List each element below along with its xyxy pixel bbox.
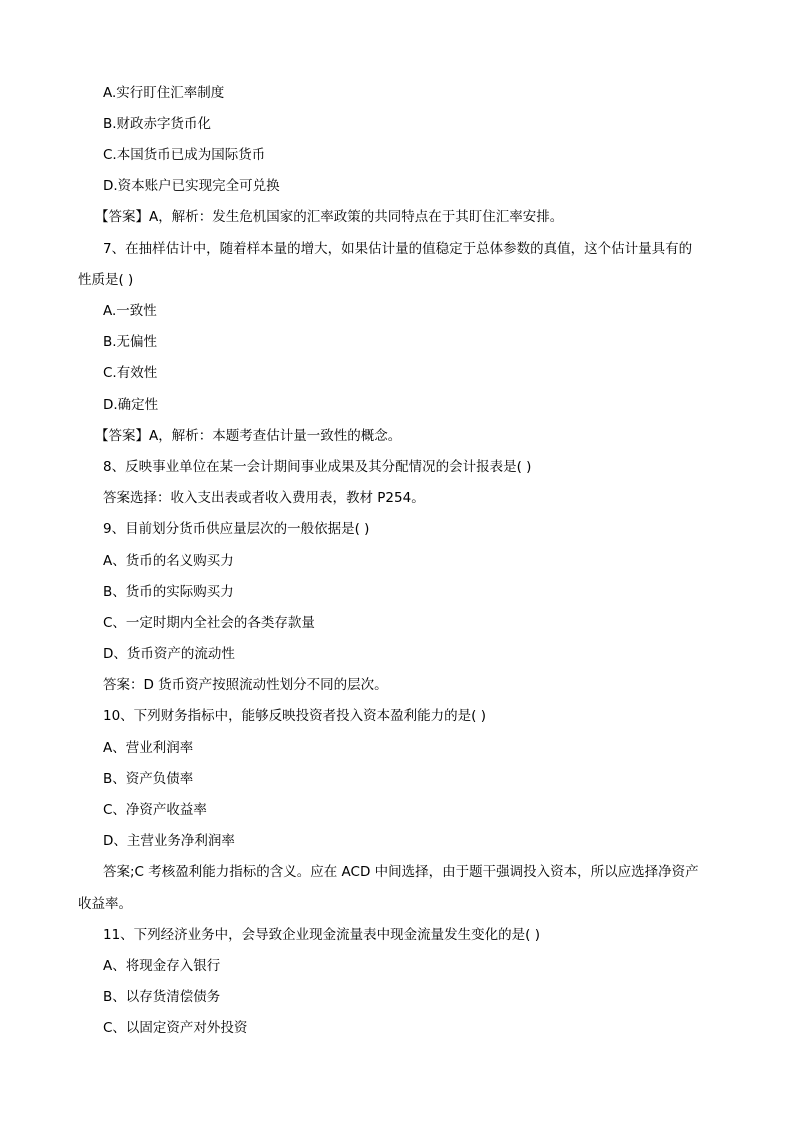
option-b: B.财政赤字货币化: [103, 116, 212, 132]
option-b: B.无偏性: [103, 334, 158, 350]
option-c: C、以固定资产对外投资: [103, 1020, 248, 1036]
option-a: A、营业利润率: [103, 740, 194, 756]
option-b: B、资产负债率: [103, 771, 194, 787]
option-d: D.资本账户已实现完全可兑换: [103, 178, 280, 194]
answer-7: 【答案】A，解析：本题考查估计量一致性的概念。: [95, 428, 402, 444]
option-a: A.实行盯住汇率制度: [103, 85, 225, 101]
question-11: 11、下列经济业务中，会导致企业现金流量表中现金流量发生变化的是( ): [103, 927, 541, 943]
option-c: C.有效性: [103, 365, 158, 381]
option-c: C.本国货币已成为国际货币: [103, 147, 266, 163]
answer-10: 答案;C 考核盈利能力指标的含义。应在 ACD 中间选择，由于题干强调投入资本，所以应选择净资产: [103, 864, 699, 880]
option-a: A.一致性: [103, 303, 157, 319]
option-b: B、货币的实际购买力: [103, 584, 234, 600]
question-10: 10、下列财务指标中，能够反映投资者投入资本盈利能力的是( ): [103, 708, 487, 724]
answer-8: 答案选择：收入支出表或者收入费用表，教材 P254。: [103, 490, 425, 506]
option-d: D.确定性: [103, 397, 159, 413]
option-b: B、以存货清偿债务: [103, 989, 221, 1005]
question-7: 7、在抽样估计中，随着样本量的增大，如果估计量的值稳定于总体参数的真值，这个估计量具有的: [103, 241, 693, 257]
option-d: D、货币资产的流动性: [103, 646, 235, 662]
question-7-continued: 性质是( ): [78, 272, 134, 288]
answer-6: 【答案】A，解析：发生危机国家的汇率政策的共同特点在于其盯住汇率安排。: [95, 209, 564, 225]
answer-10-continued: 收益率。: [78, 896, 132, 912]
question-9: 9、目前划分货币供应量层次的一般依据是( ): [103, 521, 370, 537]
option-a: A、将现金存入银行: [103, 958, 221, 974]
option-c: C、一定时期内全社会的各类存款量: [103, 615, 315, 631]
question-8: 8、反映事业单位在某一会计期间事业成果及其分配情况的会计报表是( ): [103, 459, 532, 475]
option-a: A、货币的名义购买力: [103, 553, 234, 569]
answer-9: 答案：D 货币资产按照流动性划分不同的层次。: [103, 677, 388, 693]
option-d: D、主营业务净利润率: [103, 833, 235, 849]
option-c: C、净资产收益率: [103, 802, 207, 818]
